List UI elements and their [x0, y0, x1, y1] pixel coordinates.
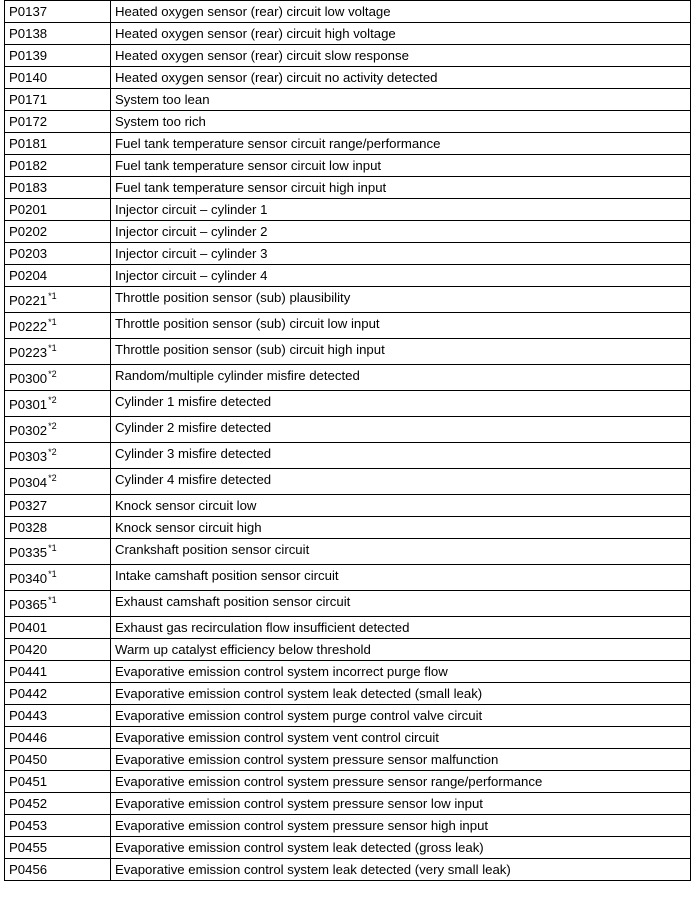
dtc-code-cell [5, 221, 111, 243]
footnote-marker: *2 [48, 447, 57, 457]
dtc-description: Heated oxygen sensor (rear) circuit low voltage [111, 1, 691, 23]
dtc-description: Evaporative emission control system leak detected (small leak) [111, 683, 691, 705]
footnote-marker: *1 [48, 595, 57, 605]
table-row [5, 705, 691, 727]
table-row [5, 111, 691, 133]
table-row [5, 133, 691, 155]
dtc-code-cell [5, 639, 111, 661]
dtc-code: P0203 [9, 246, 48, 261]
dtc-description: Throttle position sensor (sub) circuit high input [111, 339, 691, 365]
dtc-code-cell [5, 837, 111, 859]
footnote-marker: *2 [48, 369, 57, 379]
dtc-code-cell [5, 67, 111, 89]
dtc-description: Knock sensor circuit high [111, 517, 691, 539]
dtc-code: P0181 [9, 136, 48, 151]
footnote-marker: *1 [48, 343, 57, 353]
dtc-description: Evaporative emission control system incorrect purge flow [111, 661, 691, 683]
table-row [5, 793, 691, 815]
dtc-description: Random/multiple cylinder misfire detected [111, 365, 691, 391]
dtc-code-cell [5, 243, 111, 265]
dtc-description: Evaporative emission control system pressure sensor malfunction [111, 749, 691, 771]
dtc-code-cell [5, 727, 111, 749]
table-row [5, 221, 691, 243]
table-row [5, 661, 691, 683]
table-row [5, 67, 691, 89]
dtc-code: P0456 [9, 862, 48, 877]
dtc-code-cell [5, 265, 111, 287]
dtc-description: System too rich [111, 111, 691, 133]
dtc-description: Throttle position sensor (sub) circuit low input [111, 313, 691, 339]
table-row [5, 749, 691, 771]
dtc-table-body [5, 1, 691, 881]
dtc-description: Injector circuit – cylinder 4 [111, 265, 691, 287]
dtc-code: P0304 [9, 475, 48, 490]
dtc-code-cell [5, 365, 111, 391]
dtc-description: Evaporative emission control system purge control valve circuit [111, 705, 691, 727]
dtc-code: P0442 [9, 686, 48, 701]
table-row [5, 859, 691, 881]
dtc-code-cell [5, 591, 111, 617]
dtc-code: P0401 [9, 620, 48, 635]
dtc-code-cell [5, 705, 111, 727]
dtc-code: P0450 [9, 752, 48, 767]
table-row [5, 495, 691, 517]
dtc-code-cell [5, 155, 111, 177]
table-row [5, 287, 691, 313]
dtc-code: P0140 [9, 70, 48, 85]
table-row [5, 23, 691, 45]
dtc-description: Injector circuit – cylinder 1 [111, 199, 691, 221]
dtc-code: P0446 [9, 730, 48, 745]
dtc-code-cell [5, 495, 111, 517]
dtc-code: P0455 [9, 840, 48, 855]
dtc-code-cell [5, 815, 111, 837]
dtc-description: Fuel tank temperature sensor circuit low input [111, 155, 691, 177]
table-row [5, 443, 691, 469]
dtc-code-cell [5, 661, 111, 683]
footnote-marker: *1 [48, 291, 57, 301]
dtc-code-cell [5, 177, 111, 199]
dtc-code-cell [5, 683, 111, 705]
dtc-code: P0202 [9, 224, 48, 239]
dtc-description: Evaporative emission control system leak detected (very small leak) [111, 859, 691, 881]
dtc-code: P0171 [9, 92, 48, 107]
table-row [5, 517, 691, 539]
dtc-code: P0441 [9, 664, 48, 679]
dtc-code-cell [5, 517, 111, 539]
dtc-code: P0301 [9, 397, 48, 412]
dtc-code-cell [5, 565, 111, 591]
dtc-code-cell [5, 443, 111, 469]
dtc-code-cell [5, 45, 111, 67]
table-row [5, 199, 691, 221]
dtc-code: P0183 [9, 180, 48, 195]
dtc-description: Evaporative emission control system leak detected (gross leak) [111, 837, 691, 859]
dtc-code-cell [5, 391, 111, 417]
dtc-code: P0222 [9, 319, 48, 334]
table-row [5, 617, 691, 639]
dtc-code: P0302 [9, 423, 48, 438]
dtc-code-cell [5, 539, 111, 565]
dtc-code-cell [5, 749, 111, 771]
dtc-code: P0137 [9, 4, 48, 19]
footnote-marker: *2 [48, 421, 57, 431]
table-row [5, 155, 691, 177]
table-row [5, 177, 691, 199]
dtc-code-cell [5, 23, 111, 45]
dtc-code-cell [5, 111, 111, 133]
dtc-code: P0221 [9, 293, 48, 308]
dtc-code-cell [5, 793, 111, 815]
dtc-table [4, 0, 691, 881]
dtc-description: Evaporative emission control system pressure sensor low input [111, 793, 691, 815]
dtc-code: P0138 [9, 26, 48, 41]
dtc-description: Cylinder 2 misfire detected [111, 417, 691, 443]
dtc-description: Intake camshaft position sensor circuit [111, 565, 691, 591]
footnote-marker: *1 [48, 569, 57, 579]
dtc-code-cell [5, 1, 111, 23]
dtc-code: P0452 [9, 796, 48, 811]
dtc-code: P0182 [9, 158, 48, 173]
dtc-description: Warm up catalyst efficiency below threshold [111, 639, 691, 661]
table-row [5, 265, 691, 287]
dtc-code: P0328 [9, 520, 48, 535]
dtc-code: P0303 [9, 449, 48, 464]
dtc-code-cell [5, 417, 111, 443]
dtc-code-cell [5, 859, 111, 881]
dtc-code: P0204 [9, 268, 48, 283]
dtc-description: Knock sensor circuit low [111, 495, 691, 517]
dtc-code: P0335 [9, 545, 48, 560]
dtc-code-cell [5, 287, 111, 313]
table-row [5, 417, 691, 443]
dtc-description: Heated oxygen sensor (rear) circuit high voltage [111, 23, 691, 45]
dtc-description: Injector circuit – cylinder 2 [111, 221, 691, 243]
table-row [5, 469, 691, 495]
dtc-description: Exhaust camshaft position sensor circuit [111, 591, 691, 617]
dtc-code: P0340 [9, 571, 48, 586]
dtc-code-cell [5, 313, 111, 339]
dtc-code-cell [5, 469, 111, 495]
table-row [5, 391, 691, 417]
table-row [5, 539, 691, 565]
dtc-description: Fuel tank temperature sensor circuit range/performance [111, 133, 691, 155]
footnote-marker: *2 [48, 395, 57, 405]
table-row [5, 243, 691, 265]
table-row [5, 1, 691, 23]
dtc-code: P0327 [9, 498, 48, 513]
dtc-code: P0300 [9, 371, 48, 386]
dtc-description: Throttle position sensor (sub) plausibility [111, 287, 691, 313]
dtc-code-cell [5, 89, 111, 111]
dtc-description: Evaporative emission control system pressure sensor range/performance [111, 771, 691, 793]
dtc-description: Injector circuit – cylinder 3 [111, 243, 691, 265]
dtc-code-cell [5, 339, 111, 365]
dtc-description: Exhaust gas recirculation flow insufficient detected [111, 617, 691, 639]
dtc-code: P0451 [9, 774, 48, 789]
table-row [5, 591, 691, 617]
table-row [5, 89, 691, 111]
table-row [5, 45, 691, 67]
dtc-description: Evaporative emission control system pressure sensor high input [111, 815, 691, 837]
table-row [5, 565, 691, 591]
dtc-code-cell [5, 617, 111, 639]
footnote-marker: *2 [48, 473, 57, 483]
dtc-code-cell [5, 199, 111, 221]
table-row [5, 639, 691, 661]
dtc-code: P0443 [9, 708, 48, 723]
dtc-description: Cylinder 1 misfire detected [111, 391, 691, 417]
dtc-code: P0453 [9, 818, 48, 833]
table-row [5, 771, 691, 793]
dtc-code: P0172 [9, 114, 48, 129]
dtc-description: Fuel tank temperature sensor circuit high input [111, 177, 691, 199]
dtc-description: Cylinder 4 misfire detected [111, 469, 691, 495]
table-row [5, 313, 691, 339]
dtc-description: System too lean [111, 89, 691, 111]
table-row [5, 339, 691, 365]
footnote-marker: *1 [48, 317, 57, 327]
table-row [5, 727, 691, 749]
table-row [5, 683, 691, 705]
dtc-code: P0420 [9, 642, 48, 657]
table-row [5, 365, 691, 391]
table-row [5, 815, 691, 837]
dtc-code: P0365 [9, 597, 48, 612]
dtc-description: Cylinder 3 misfire detected [111, 443, 691, 469]
dtc-description: Heated oxygen sensor (rear) circuit no activity detected [111, 67, 691, 89]
table-row [5, 837, 691, 859]
dtc-code: P0201 [9, 202, 48, 217]
footnote-marker: *1 [48, 543, 57, 553]
dtc-description: Evaporative emission control system vent control circuit [111, 727, 691, 749]
dtc-description: Heated oxygen sensor (rear) circuit slow response [111, 45, 691, 67]
dtc-code: P0139 [9, 48, 48, 63]
dtc-code-cell [5, 133, 111, 155]
dtc-code-cell [5, 771, 111, 793]
dtc-description: Crankshaft position sensor circuit [111, 539, 691, 565]
dtc-code: P0223 [9, 345, 48, 360]
